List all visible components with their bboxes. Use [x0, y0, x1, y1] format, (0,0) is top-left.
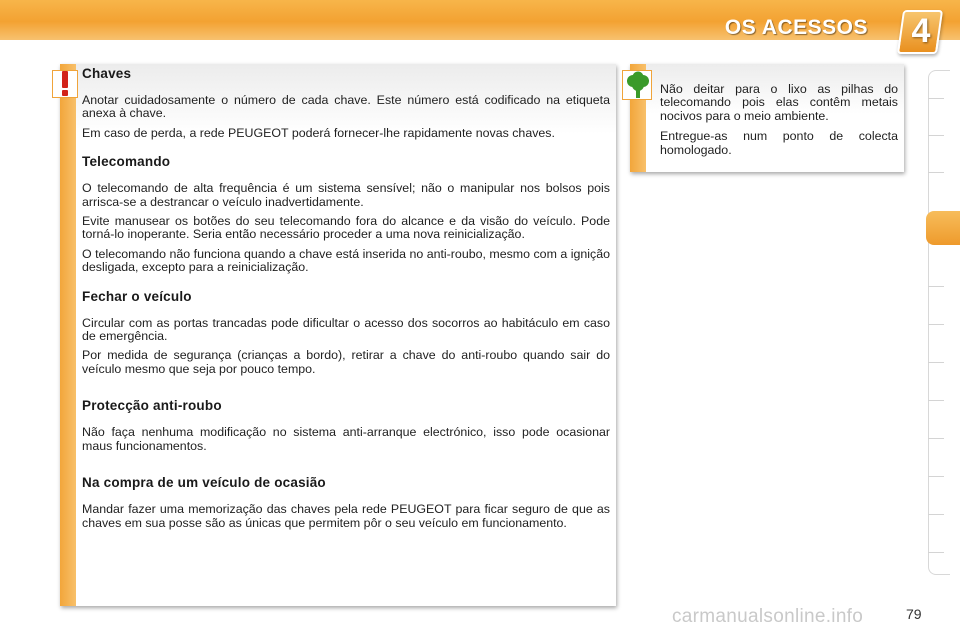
section-title: Chaves	[82, 66, 132, 81]
chapter-tab-divider	[928, 476, 944, 477]
page-number: 79	[906, 606, 922, 622]
section-title: Na compra de um veículo de ocasião	[82, 475, 326, 491]
chapter-tab-divider	[928, 172, 944, 173]
chapter-tab-divider	[928, 438, 944, 439]
tree-icon	[622, 70, 652, 100]
paragraph: O telecomando de alta frequência é um sistema sensível; não o manipular nos bolsos pois arrisca-se a destrancar o veículo inadvertidamente.	[82, 181, 610, 209]
chapter-tabs	[928, 70, 950, 575]
section-compra-ocasiao	[82, 475, 610, 530]
paragraph: Entregue-as num ponto de colecta homologado.	[660, 129, 898, 157]
paragraph: Não faça nenhuma modificação no sistema anti-arranque electrónico, isso pode ocasionar maus funcionamentos.	[82, 425, 610, 453]
chapter-tab-active[interactable]	[926, 211, 960, 245]
eco-content	[660, 83, 898, 164]
section-chaves	[82, 66, 610, 140]
paragraph: Evite manusear os botões do seu telecomando fora do alcance e da visão do veículo. Pode torná-lo inoperante. Seria então necessário proceder a uma nova reinicialização.	[82, 214, 610, 242]
panel-side-bar	[60, 64, 76, 606]
chapter-title: OS ACESSOS	[724, 16, 868, 39]
watermark: carmanualsonline.info	[672, 606, 864, 627]
section-telecomando	[82, 154, 610, 274]
paragraph: Circular com as portas trancadas pode dificultar o acesso dos socorros ao habitáculo em caso de emergência.	[82, 315, 610, 344]
section-fechar-veiculo	[82, 289, 610, 377]
chapter-tab-divider	[928, 400, 944, 401]
chapter-tab-divider	[928, 286, 944, 287]
chapter-tab-divider	[928, 135, 944, 136]
paragraph: Não deitar para o lixo as pilhas do telecomando pois elas contêm metais nocivos para o meio ambiente.	[660, 82, 898, 123]
chapter-tab-divider	[928, 324, 944, 325]
chapter-tab-divider	[928, 552, 944, 553]
main-content	[82, 66, 610, 542]
chapter-number: 4	[911, 12, 931, 50]
exclamation-icon	[52, 68, 78, 105]
paragraph: Anotar cuidadosamente o número de cada chave. Este número está codificado na etiqueta anexa à chave.	[82, 93, 610, 121]
section-title: Telecomando	[82, 154, 171, 170]
paragraph: Em caso de perda, a rede PEUGEOT poderá fornecer-lhe rapidamente novas chaves.	[82, 125, 555, 140]
paragraph: Mandar fazer uma memorização das chaves pela rede PEUGEOT para ficar seguro de que as chaves em sua posse são as únicas que permitem pôr o seu veículo em funcionamento.	[82, 502, 610, 530]
section-proteccao-anti-roubo	[82, 398, 610, 453]
chapter-tab-divider	[928, 98, 944, 99]
chapter-tab-divider	[928, 514, 944, 515]
header-divider	[0, 40, 960, 54]
chapter-tab-divider	[928, 362, 944, 363]
paragraph: O telecomando não funciona quando a chave está inserida no anti-roubo, mesmo com a ignição desligada, excepto para a reinicialização.	[82, 246, 610, 275]
section-title: Protecção anti-roubo	[82, 398, 222, 414]
paragraph: Por medida de segurança (crianças a bordo), retirar a chave do anti-roubo quando sair do veículo mesmo que seja por pouco tempo.	[82, 348, 610, 376]
section-title: Fechar o veículo	[82, 288, 192, 304]
